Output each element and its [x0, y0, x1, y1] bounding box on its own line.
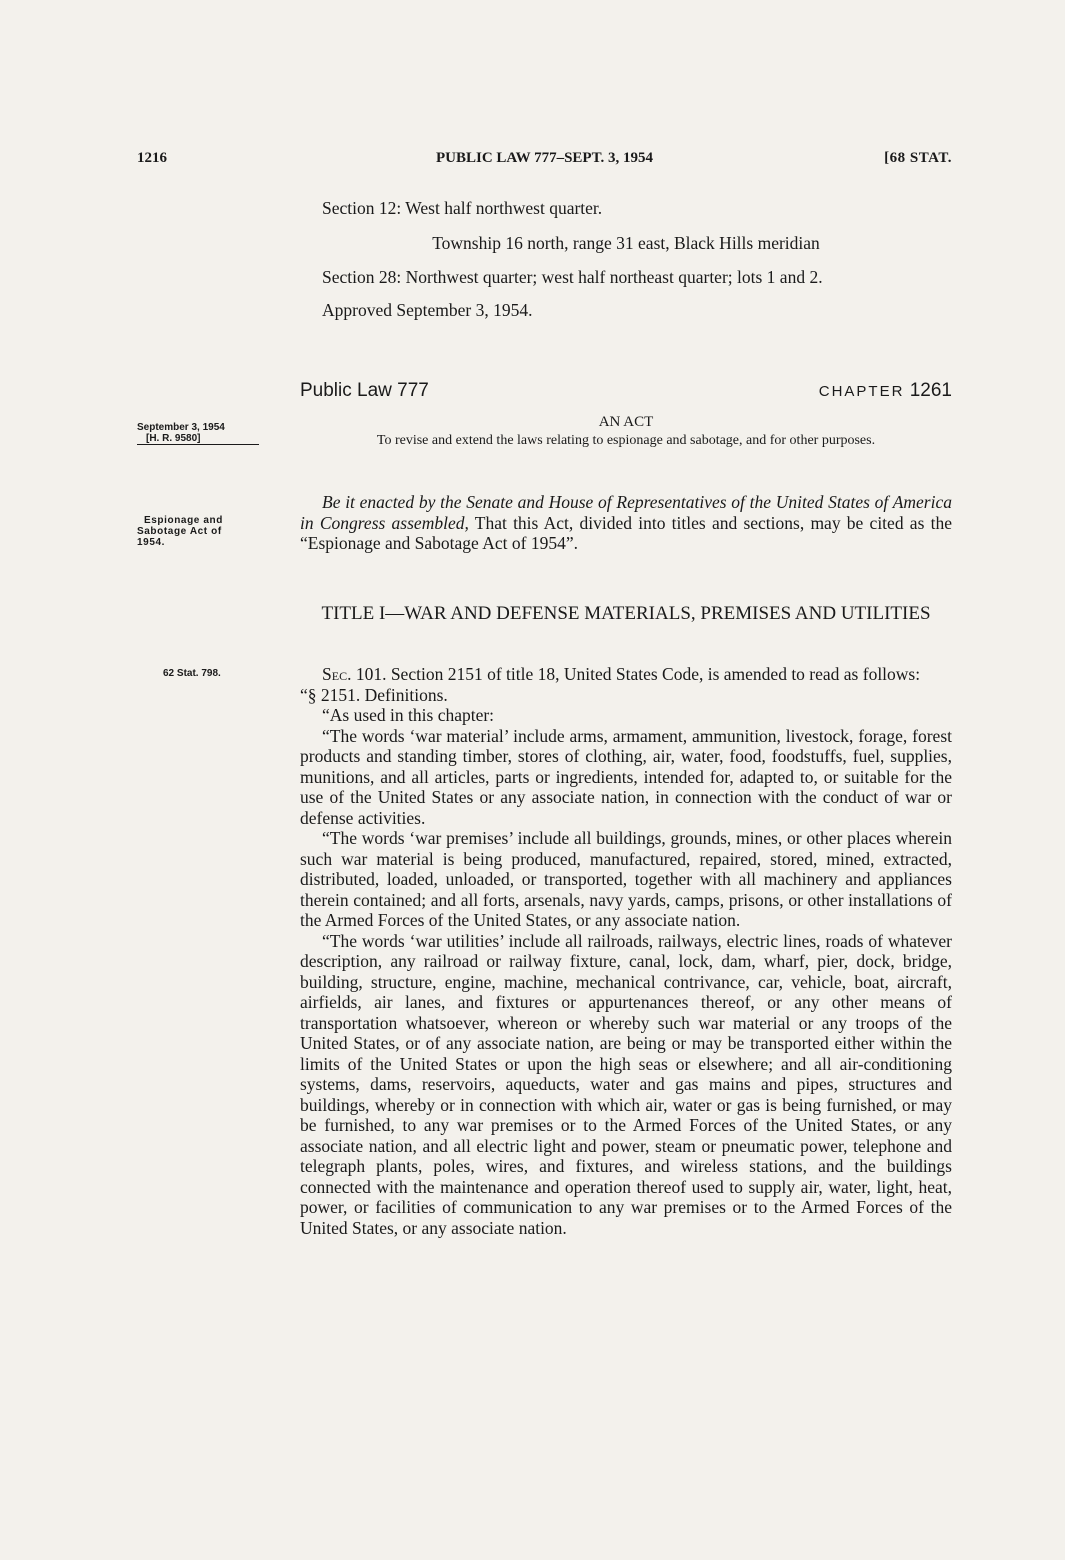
- war-utilities-definition: “The words ‘war utilities’ include all railroads, railways, electric lines, roads of whatever description, any railroad or railway fixture, canal, lock, dam, wharf, pier, dock, bridge, building, structure, engine, machine, mechanical contrivance, car, vehicle, boat, aircraft, airfields, air lanes, and fixtures or appurtenances thereof, or any other means of transportation whatsoever, whereon or whereby such war material or any troops of the United States, or of any associate nation, are being or may be transported either within the limits of the United States or upon the high seas or elsewhere; and all air-conditioning systems, dams, reservoirs, aqueducts, water and gas mains and pipes, structures and buildings, whereby or in connection with which air, water or gas is being furnished, or may be furnished, to any war premises or to the Armed Forces of the United States, or any associate nation, and all electric light and power, steam or pneumatic power, telephone and telegraph plants, poles, wires, and fixtures, and wireless stations, and the buildings connected with the maintenance and operation thereof used to supply air, water, light, heat, power, or facilities of communication to any war premises or to the Armed Forces of the United States, or any associate nation.: [300, 930, 952, 1238]
- approval-date: Approved September 3, 1954.: [322, 299, 533, 320]
- act-purpose: To revise and extend the laws relating to espionage and sabotage, and for other purposes.: [376, 433, 876, 448]
- running-header: [137, 150, 952, 172]
- enactment-date: September 3, 1954: [137, 422, 225, 433]
- act-heading: AN ACT: [598, 414, 654, 430]
- enacting-formula: Be it enacted by the Senate and House of Representatives of the United States of America in Congress assembled,: [300, 492, 952, 533]
- page-number: 1216: [137, 150, 167, 166]
- section-101-body: [300, 664, 952, 1238]
- chapter-word: CHAPTER: [818, 383, 905, 400]
- section-101-text: 101. Section 2151 of title 18, United States Code, is amended to read as follows:: [351, 664, 921, 684]
- public-law-line: [300, 380, 952, 404]
- as-used-line: “As used in this chapter:: [322, 705, 495, 725]
- war-premises-definition: “The words ‘war premises’ include all buildings, grounds, mines, or other places wherein such war material is being produced, manufactured, repaired, stored, mined, extracted, distributed, loaded, unloaded, or transported, together with all machinery and appliances therein contained; and all forts, arsenals, navy yards, camps, prisons, or other installations of the Armed Forces of the United States, or any associate nation.: [300, 828, 952, 930]
- previous-law-continuation: [300, 198, 952, 320]
- section-101-intro: [300, 664, 952, 685]
- margin-rule: [137, 444, 259, 445]
- header-title: PUBLIC LAW 777–SEPT. 3, 1954: [436, 150, 653, 166]
- margin-note-citation: 62 Stat. 798.: [163, 668, 221, 679]
- enacting-clause: [300, 492, 952, 554]
- section-2151-heading: “§ 2151. Definitions.: [300, 684, 448, 705]
- short-title-line-1: Espionage and: [144, 515, 223, 526]
- title-heading: TITLE I—WAR AND DEFENSE MATERIALS, PREMISES AND UTILITIES: [321, 603, 931, 624]
- township-heading: Township 16 north, range 31 east, Black Hills meridian: [432, 232, 820, 253]
- war-material-definition: “The words ‘war material’ include arms, armament, ammunition, livestock, forage, forest products and standing timber, stores of clothing, air, water, food, foodstuffs, fuel, supplies, munitions, and all articles, parts or ingredients, intended for, adapted to, or suitable for the use of the United States or any associate nation, in connection with the conduct of war or defense activities.: [300, 725, 952, 828]
- short-title-line-3: 1954.: [137, 537, 166, 548]
- section-label: Sec.: [322, 664, 352, 684]
- chapter-number: 1261: [909, 380, 952, 401]
- margin-note-short-title: [137, 515, 297, 548]
- short-title-clause: That this Act, divided into titles and sections, may be cited as the “Espionage and Sabotage Act of 1954”.: [300, 512, 952, 553]
- short-title-line-2: Sabotage Act of: [137, 526, 222, 537]
- margin-note-date: [137, 422, 297, 445]
- public-law-label: Public Law 777: [300, 380, 429, 401]
- section-12-line: Section 12: West half northwest quarter.: [322, 198, 603, 218]
- section-28-line: Section 28: Northwest quarter; west half northeast quarter; lots 1 and 2.: [322, 267, 823, 287]
- statute-reference: [68 STAT.: [884, 150, 952, 166]
- chapter-label: [819, 380, 952, 402]
- bill-number: [H. R. 9580]: [146, 433, 201, 444]
